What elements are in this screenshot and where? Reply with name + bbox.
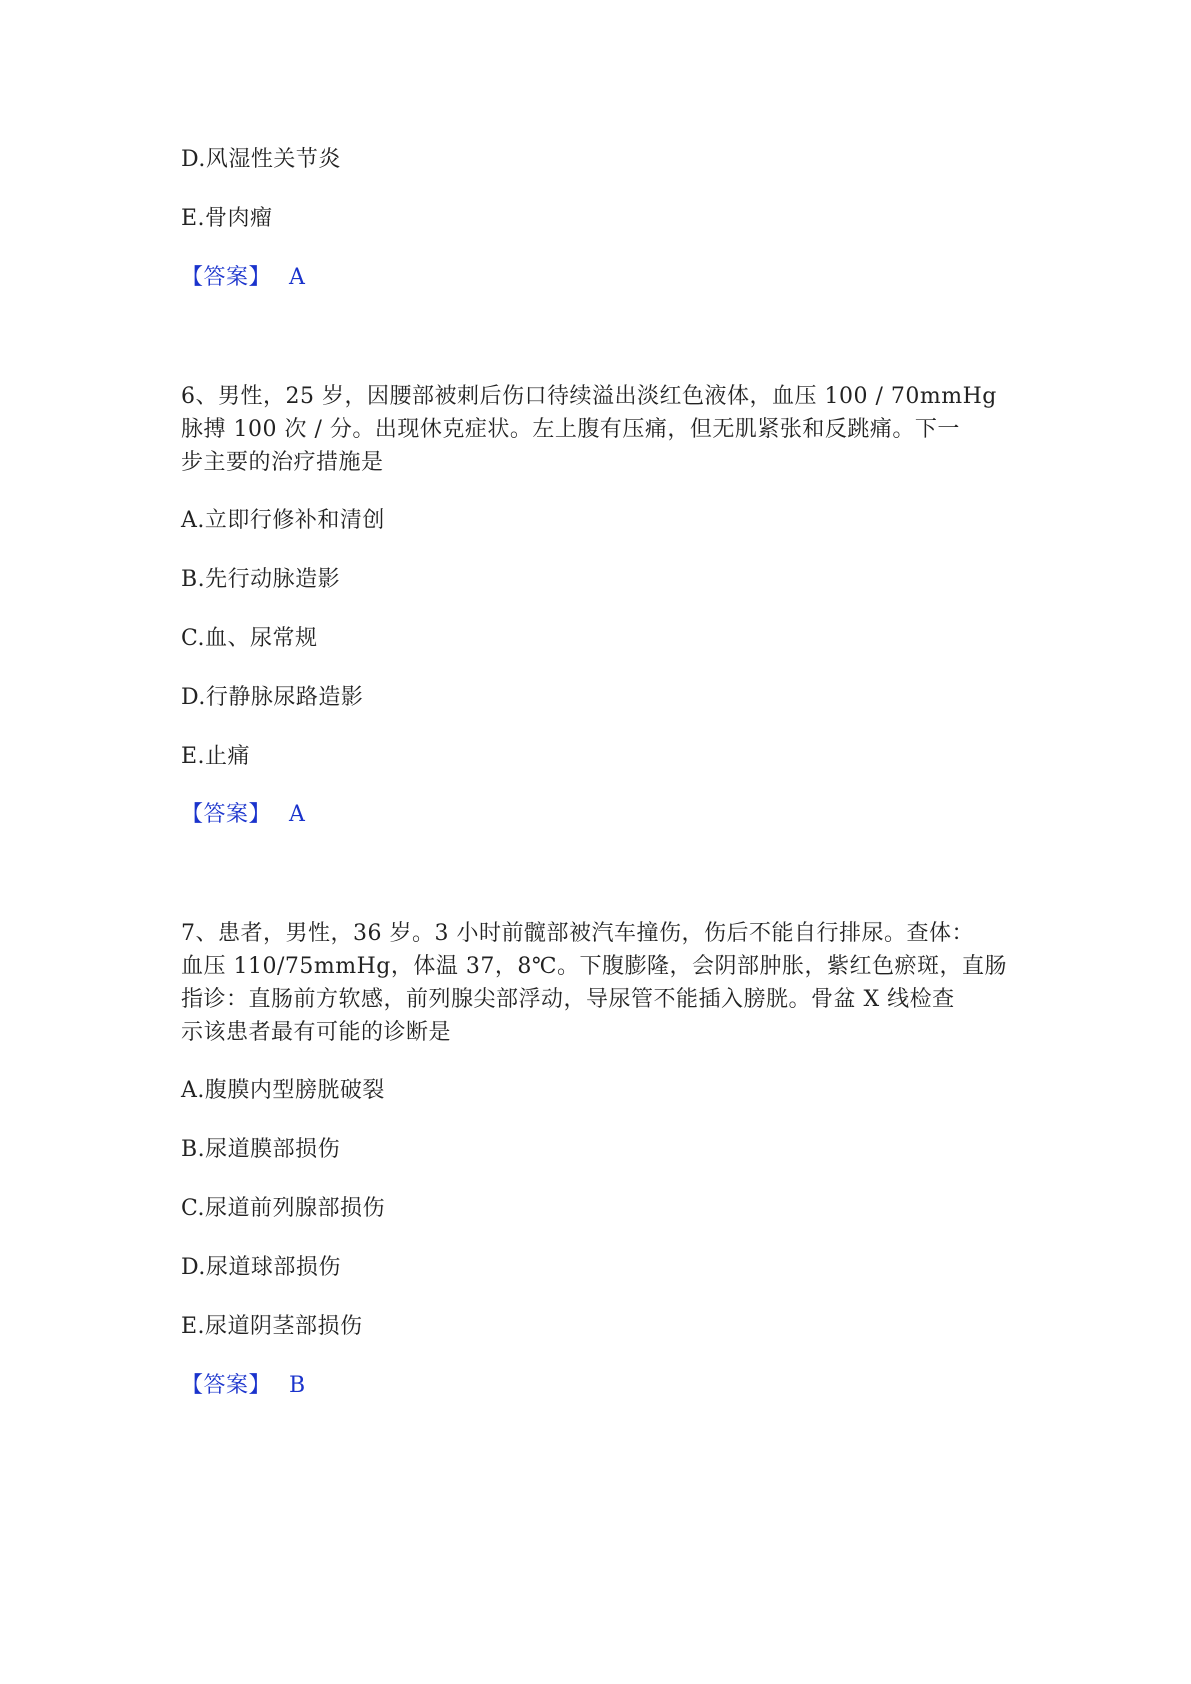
answer-label: 【答案】	[181, 1373, 272, 1398]
q6-option-b: B.先行动脉造影	[181, 567, 341, 592]
answer-label: 【答案】	[181, 265, 272, 290]
answer-label: 【答案】	[181, 802, 272, 827]
q6-option-a: A.立即行修补和清创	[181, 508, 385, 533]
answer-value: B	[289, 1373, 306, 1398]
q7-stem-line: 7、患者，男性，36 岁。3 小时前髋部被汽车撞伤，伤后不能自行排尿。查体：	[181, 921, 974, 946]
q6-answer	[181, 798, 305, 832]
q7-stem-line: 血压 110/75mmHg，体温 37，8℃。下腹膨隆，会阴部肿胀，紫红色瘀斑，直肠	[181, 954, 1007, 979]
q7-answer	[181, 1369, 306, 1403]
q5-answer	[181, 261, 305, 295]
answer-value: A	[289, 802, 306, 827]
q6-option-e: E.止痛	[181, 744, 251, 769]
q6-option-d: D.行静脉尿路造影	[181, 685, 364, 710]
q7-option-c: C.尿道前列腺部损伤	[181, 1196, 386, 1221]
q7-stem-line: 示该患者最有可能的诊断是	[181, 1020, 452, 1045]
q7-option-b: B.尿道膜部损伤	[181, 1137, 341, 1162]
q6-stem-line: 步主要的治疗措施是	[181, 450, 384, 475]
q5-option-e: E.骨肉瘤	[181, 206, 273, 231]
q7-option-e: E.尿道阴茎部损伤	[181, 1314, 363, 1339]
q7-option-a: A.腹膜内型膀胱破裂	[181, 1078, 385, 1103]
answer-value: A	[289, 265, 306, 290]
q6-option-c: C.血、尿常规	[181, 626, 318, 651]
q7-stem-line: 指诊：直肠前方软感，前列腺尖部浮动，导尿管不能插入膀胱。骨盆 X 线检查	[181, 987, 955, 1012]
q6-stem-line: 脉搏 100 次 / 分。出现休克症状。左上腹有压痛，但无肌紧张和反跳痛。下一	[181, 417, 960, 442]
q6-stem-line: 6、男性，25 岁，因腰部被刺后伤口待续溢出淡红色液体，血压 100 / 70mmHg	[181, 384, 997, 409]
q5-option-d: D.风湿性关节炎	[181, 147, 341, 172]
q7-option-d: D.尿道球部损伤	[181, 1255, 341, 1280]
